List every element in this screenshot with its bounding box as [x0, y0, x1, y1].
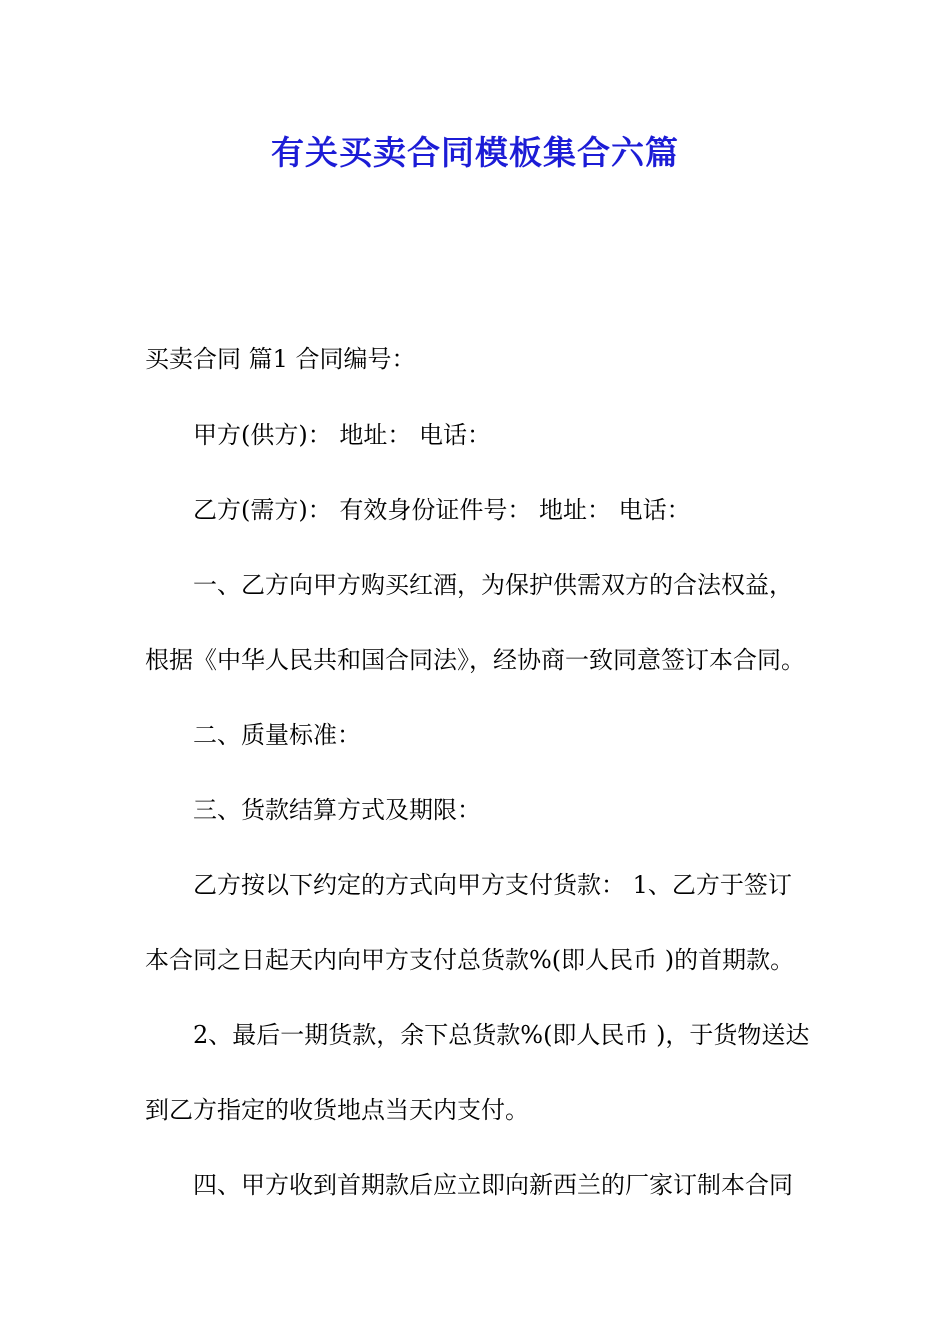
- document-title: 有关买卖合同模板集合六篇: [271, 133, 679, 172]
- clause-2-heading: 二、质量标准：: [193, 721, 361, 749]
- payment-line-2: 本合同之日起天内向甲方支付总货款%(即人民币 )的首期款。: [145, 946, 795, 974]
- party-b-line: 乙方(需方)： 有效身份证件号： 地址： 电话：: [193, 496, 691, 524]
- clause-3-heading: 三、货款结算方式及期限：: [193, 796, 481, 824]
- payment-line-4: 到乙方指定的收货地点当天内支付。: [145, 1096, 529, 1124]
- party-a-line: 甲方(供方)： 地址： 电话：: [193, 421, 491, 449]
- clause-1-line-2: 根据《中华人民共和国合同法》，经协商一致同意签订本合同。: [145, 646, 805, 674]
- clause-1-line-1: 一、乙方向甲方购买红酒，为保护供需双方的合法权益，: [193, 571, 793, 599]
- payment-line-1: 乙方按以下约定的方式向甲方支付货款： 1、乙方于签订: [193, 871, 792, 899]
- clause-4-line-1: 四、甲方收到首期款后应立即向新西兰的厂家订制本合同: [193, 1171, 793, 1199]
- contract-heading-line: 买卖合同 篇1 合同编号：: [145, 345, 416, 373]
- payment-line-3: 2、最后一期货款，余下总货款%(即人民币 )，于货物送达: [193, 1021, 810, 1049]
